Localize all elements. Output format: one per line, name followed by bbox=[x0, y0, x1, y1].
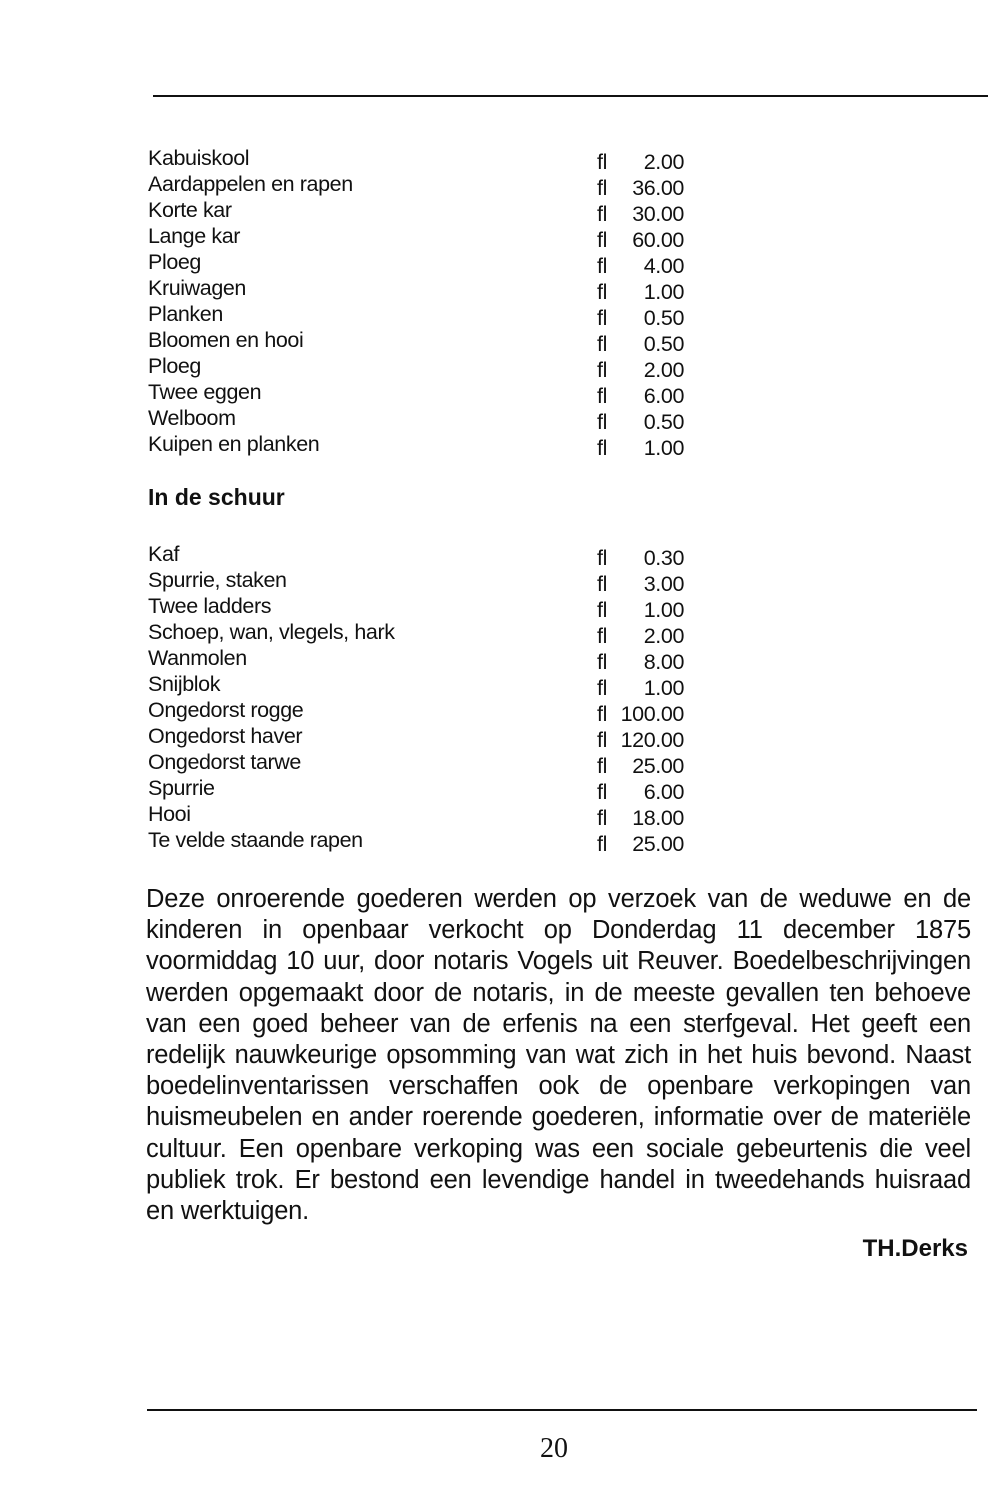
item-price: 36.00 bbox=[632, 176, 684, 200]
list-item bbox=[148, 327, 708, 356]
currency-symbol: fl bbox=[597, 254, 607, 278]
item-price: 1.00 bbox=[643, 436, 684, 460]
item-label: Spurrie, staken bbox=[148, 568, 287, 592]
item-price: 30.00 bbox=[632, 202, 684, 226]
currency-symbol: fl bbox=[597, 572, 607, 596]
item-label: Ongedorst tarwe bbox=[148, 750, 301, 774]
item-label: Aardappelen en rapen bbox=[148, 172, 353, 196]
currency-symbol: fl bbox=[597, 410, 607, 434]
list-item bbox=[148, 541, 708, 570]
closing-paragraph: Deze onroerende goederen werden op verzoek van de weduwe en de kinderen in openbaar verkocht op Donderdag 11 december 1875 voormiddag 10 uur, door notaris Vogels uit Reuver. Boedelbeschrijvingen werden opgemaakt door de notaris, in de meeste gevallen ten behoeve van een goed beheer van de erfenis na een sterfgeval. Het geeft een redelijk nauwkeurige opsomming van wat zich in het huis bevond. Naast boedelinventarissen verschaffen ook de openbare verkopingen van huismeubelen en ander roerende goederen, informatie over de materiële cultuur. Een openbare verkoping was een sociale gebeurtenis die veel publiek trok. Er bestond een levendige handel in tweedehands huisraad en werktuigen. bbox=[146, 885, 971, 1226]
list-item bbox=[148, 645, 708, 674]
item-label: Kabuiskool bbox=[148, 146, 250, 170]
page-number: 20 bbox=[540, 1433, 568, 1464]
list-item bbox=[148, 593, 708, 622]
currency-symbol: fl bbox=[597, 280, 607, 304]
list-item bbox=[148, 671, 708, 700]
list-item bbox=[148, 567, 708, 596]
inventory-list-barn bbox=[148, 541, 708, 856]
item-price: 2.00 bbox=[643, 624, 684, 648]
item-price: 0.30 bbox=[643, 546, 684, 570]
item-label: Lange kar bbox=[148, 224, 241, 248]
item-price: 0.50 bbox=[643, 306, 684, 330]
item-label: Hooi bbox=[148, 802, 191, 826]
currency-symbol: fl bbox=[597, 780, 607, 804]
item-price: 2.00 bbox=[643, 358, 684, 382]
item-price: 1.00 bbox=[643, 280, 684, 304]
author-signature: TH.Derks bbox=[862, 1235, 968, 1262]
item-label: Twee ladders bbox=[148, 594, 272, 618]
currency-symbol: fl bbox=[597, 202, 607, 226]
item-label: Schoep, wan, vlegels, hark bbox=[148, 620, 395, 644]
currency-symbol: fl bbox=[597, 306, 607, 330]
list-item bbox=[148, 801, 708, 830]
currency-symbol: fl bbox=[597, 332, 607, 356]
section-heading: In de schuur bbox=[148, 484, 285, 510]
item-price: 6.00 bbox=[643, 780, 684, 804]
item-label: Korte kar bbox=[148, 198, 232, 222]
item-label: Wanmolen bbox=[148, 646, 247, 670]
currency-symbol: fl bbox=[597, 436, 607, 460]
item-price: 18.00 bbox=[632, 806, 684, 830]
list-item bbox=[148, 223, 708, 252]
item-label: Ongedorst rogge bbox=[148, 698, 304, 722]
list-item bbox=[148, 405, 708, 434]
item-price: 6.00 bbox=[643, 384, 684, 408]
bottom-rule bbox=[147, 1409, 977, 1411]
currency-symbol: fl bbox=[597, 176, 607, 200]
item-price: 2.00 bbox=[643, 150, 684, 174]
currency-symbol: fl bbox=[597, 676, 607, 700]
item-price: 120.00 bbox=[620, 728, 684, 752]
item-label: Snijblok bbox=[148, 672, 221, 696]
currency-symbol: fl bbox=[597, 546, 607, 570]
item-label: Welboom bbox=[148, 406, 236, 430]
item-price: 60.00 bbox=[632, 228, 684, 252]
list-item bbox=[148, 379, 708, 408]
list-item bbox=[148, 275, 708, 304]
item-price: 25.00 bbox=[632, 754, 684, 778]
list-item bbox=[148, 723, 708, 752]
item-label: Spurrie bbox=[148, 776, 215, 800]
list-item bbox=[148, 697, 708, 726]
item-label: Te velde staande rapen bbox=[148, 828, 363, 852]
item-price: 100.00 bbox=[620, 702, 684, 726]
currency-symbol: fl bbox=[597, 228, 607, 252]
list-item bbox=[148, 775, 708, 804]
item-price: 1.00 bbox=[643, 598, 684, 622]
item-price: 3.00 bbox=[643, 572, 684, 596]
currency-symbol: fl bbox=[597, 728, 607, 752]
list-item bbox=[148, 301, 708, 330]
currency-symbol: fl bbox=[597, 358, 607, 382]
item-label: Bloomen en hooi bbox=[148, 328, 304, 352]
item-label: Ploeg bbox=[148, 250, 201, 274]
list-item bbox=[148, 249, 708, 278]
top-rule bbox=[153, 95, 988, 97]
list-item bbox=[148, 171, 708, 200]
item-price: 0.50 bbox=[643, 332, 684, 356]
item-label: Ongedorst haver bbox=[148, 724, 303, 748]
currency-symbol: fl bbox=[597, 754, 607, 778]
currency-symbol: fl bbox=[597, 384, 607, 408]
list-item bbox=[148, 619, 708, 648]
item-label: Kruiwagen bbox=[148, 276, 246, 300]
list-item bbox=[148, 353, 708, 382]
list-item bbox=[148, 197, 708, 226]
item-price: 8.00 bbox=[643, 650, 684, 674]
item-price: 1.00 bbox=[643, 676, 684, 700]
item-label: Twee eggen bbox=[148, 380, 262, 404]
currency-symbol: fl bbox=[597, 650, 607, 674]
list-item bbox=[148, 431, 708, 460]
item-label: Planken bbox=[148, 302, 223, 326]
item-label: Ploeg bbox=[148, 354, 201, 378]
list-item bbox=[148, 749, 708, 778]
list-item bbox=[148, 827, 708, 856]
item-price: 25.00 bbox=[632, 832, 684, 856]
currency-symbol: fl bbox=[597, 150, 607, 174]
inventory-list-outdoor bbox=[148, 145, 708, 460]
currency-symbol: fl bbox=[597, 832, 607, 856]
item-price: 0.50 bbox=[643, 410, 684, 434]
list-item bbox=[148, 145, 708, 174]
currency-symbol: fl bbox=[597, 806, 607, 830]
currency-symbol: fl bbox=[597, 598, 607, 622]
item-label: Kuipen en planken bbox=[148, 432, 320, 456]
item-price: 4.00 bbox=[643, 254, 684, 278]
item-label: Kaf bbox=[148, 542, 180, 566]
currency-symbol: fl bbox=[597, 702, 607, 726]
currency-symbol: fl bbox=[597, 624, 607, 648]
